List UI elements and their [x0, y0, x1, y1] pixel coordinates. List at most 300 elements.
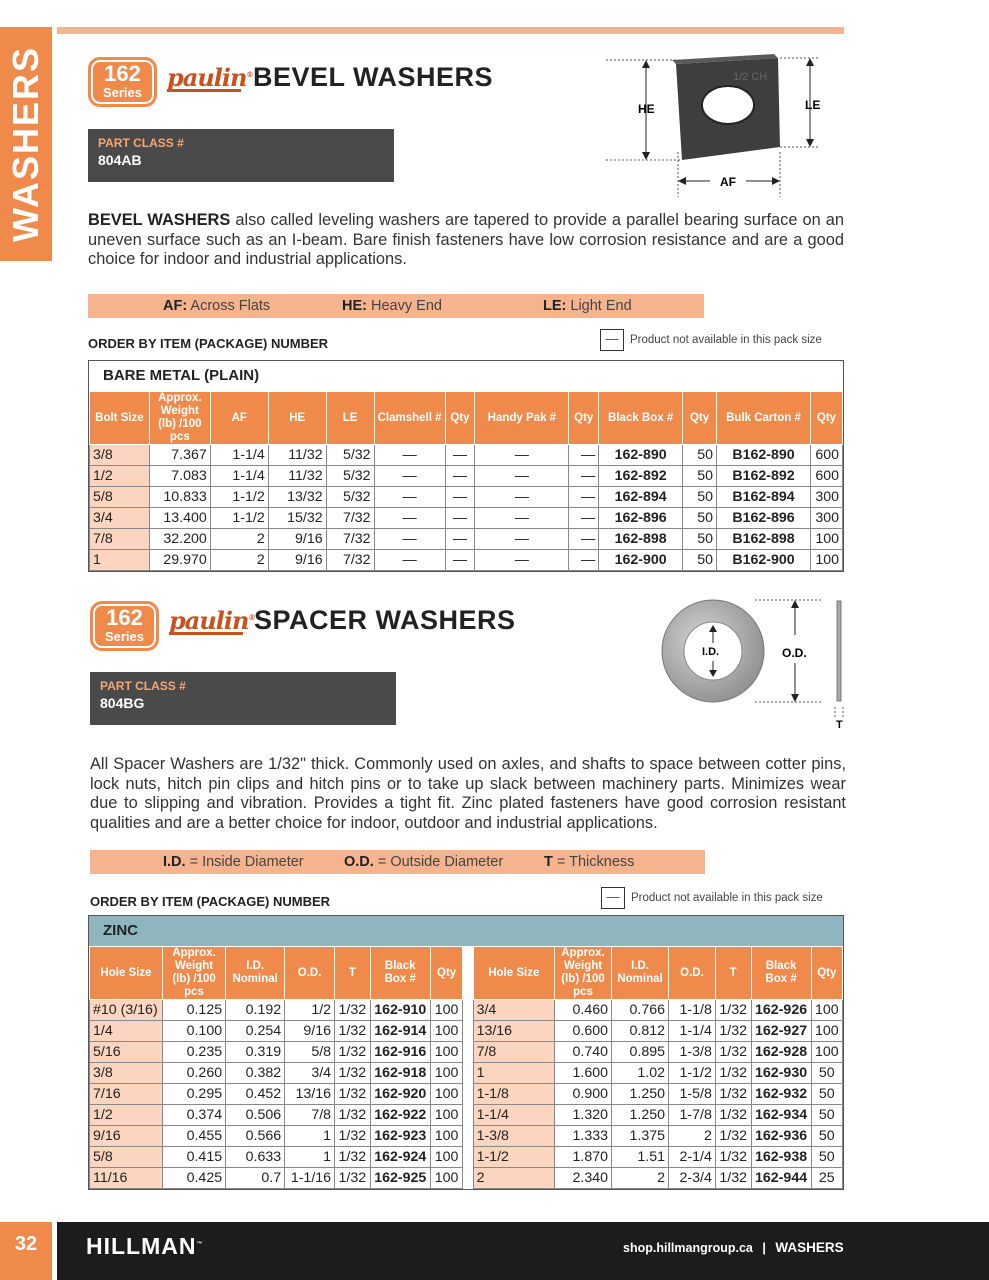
table-cell: 0.425 [162, 1168, 225, 1189]
table-cell: 100 [430, 1105, 463, 1126]
table-cell: 1/32 [715, 1021, 751, 1042]
table-cell: 0.254 [226, 1021, 285, 1042]
legend-af: AF: Across Flats [163, 298, 271, 314]
table-cell: 162-918 [370, 1063, 430, 1084]
paulin-logo: paulin® [169, 606, 255, 635]
table-cell: #10 (3/16) [90, 1000, 163, 1021]
spacer-na-note [601, 887, 823, 909]
bevel-legend [88, 294, 704, 318]
column-header: Qty [811, 947, 842, 1000]
column-header: I.D. Nominal [226, 947, 285, 1000]
table-cell: — [475, 508, 569, 529]
table-cell: 162-938 [751, 1147, 811, 1168]
table-cell: — [569, 550, 599, 571]
washer-stamp: 1/2 CH [733, 71, 768, 83]
table-cell: 7/8 [285, 1105, 335, 1126]
series-label: Series [102, 85, 143, 100]
table-cell: 162-924 [370, 1147, 430, 1168]
table-cell: 0.455 [162, 1126, 225, 1147]
table-cell: 32.200 [149, 529, 210, 550]
table-cell: 162-894 [599, 487, 683, 508]
paulin-logo: paulin® [167, 63, 253, 92]
table-cell: 50 [683, 445, 717, 466]
series-number: 162 [104, 61, 141, 86]
legend-id: I.D. = Inside Diameter [163, 854, 304, 870]
table-cell: 0.374 [162, 1105, 225, 1126]
column-header: Bolt Size [90, 392, 150, 445]
table-cell: 1 [473, 1063, 554, 1084]
table-cell: 162-892 [599, 466, 683, 487]
column-header: Black Box # [599, 392, 683, 445]
table-row [90, 529, 843, 550]
table-cell: — [569, 529, 599, 550]
table-cell: 1.250 [612, 1084, 669, 1105]
column-gap [463, 1042, 473, 1063]
table-cell: 0.740 [555, 1042, 612, 1063]
side-tab-label: WASHERS [5, 45, 46, 243]
table-cell: 50 [683, 487, 717, 508]
table-cell: 1-1/2 [669, 1063, 716, 1084]
table-cell: 0.260 [162, 1063, 225, 1084]
le-label: LE [805, 98, 821, 112]
table-cell: — [445, 487, 475, 508]
spacer-title: SPACER WASHERS [254, 605, 516, 635]
table-cell: 162-896 [599, 508, 683, 529]
table-cell: 1 [90, 550, 150, 571]
table-cell: 13.400 [149, 508, 210, 529]
table-cell: — [374, 550, 445, 571]
table-cell: 162-928 [751, 1042, 811, 1063]
table-cell: — [374, 529, 445, 550]
table-cell: 162-930 [751, 1063, 811, 1084]
na-symbol: — [601, 887, 625, 909]
table-row [90, 1000, 843, 1021]
table-cell: 5/8 [90, 487, 150, 508]
column-header: Qty [569, 392, 599, 445]
table-cell: — [569, 508, 599, 529]
table-cell: B162-896 [717, 508, 811, 529]
table-row [90, 508, 843, 529]
table-cell: 13/16 [473, 1021, 554, 1042]
column-gap [463, 1000, 473, 1021]
table-cell: 1/32 [715, 1147, 751, 1168]
table-cell: 1.51 [612, 1147, 669, 1168]
column-gap [463, 1168, 473, 1189]
table-cell: 1/32 [335, 1042, 371, 1063]
table-cell: 9/16 [268, 529, 326, 550]
spacer-part-class [90, 672, 396, 725]
column-header: Handy Pak # [475, 392, 569, 445]
table-cell: 0.766 [612, 1000, 669, 1021]
table-cell: 1.02 [612, 1063, 669, 1084]
table-cell: 9/16 [285, 1021, 335, 1042]
table-cell: — [475, 487, 569, 508]
table-cell: 1.870 [555, 1147, 612, 1168]
spacer-order-title: ORDER BY ITEM (PACKAGE) NUMBER [90, 894, 331, 909]
table-cell: 2 [669, 1126, 716, 1147]
table-cell: 0.7 [226, 1168, 285, 1189]
table-cell: 1/4 [90, 1021, 163, 1042]
bevel-series-badge [88, 57, 157, 107]
table-cell: 7/32 [326, 508, 374, 529]
table-cell: 0.415 [162, 1147, 225, 1168]
table-cell: 1-1/4 [669, 1021, 716, 1042]
table-cell: 7/16 [90, 1084, 163, 1105]
t-label: T [836, 719, 843, 731]
column-header: Qty [445, 392, 475, 445]
table-cell: 11/16 [90, 1168, 163, 1189]
table-cell: 0.295 [162, 1084, 225, 1105]
column-header: Clamshell # [374, 392, 445, 445]
column-gap [463, 1105, 473, 1126]
table-row [90, 1168, 843, 1189]
bevel-title: BEVEL WASHERS [253, 62, 494, 92]
table-cell: 5/32 [326, 445, 374, 466]
na-symbol: — [600, 329, 624, 351]
table-cell: 2.340 [555, 1168, 612, 1189]
table-cell: 1-1/8 [669, 1000, 716, 1021]
column-header: Approx. Weight (lb) /100 pcs [149, 392, 210, 445]
bevel-washer-diagram [598, 52, 828, 200]
table-cell: 0.319 [226, 1042, 285, 1063]
column-header: Black Box # [751, 947, 811, 1000]
table-cell: — [374, 466, 445, 487]
column-header: Black Box # [370, 947, 430, 1000]
table-cell: 25 [811, 1168, 842, 1189]
section-side-tab [0, 27, 52, 261]
column-gap [463, 947, 473, 1000]
table-cell: 1.375 [612, 1126, 669, 1147]
table-cell: 50 [811, 1084, 842, 1105]
table-cell: 162-900 [599, 550, 683, 571]
table-cell: 100 [430, 1042, 463, 1063]
table-cell: 2 [612, 1168, 669, 1189]
table-row [90, 1147, 843, 1168]
table-cell: 162-934 [751, 1105, 811, 1126]
table-title: ZINC [89, 916, 843, 946]
table-cell: 1/32 [715, 1063, 751, 1084]
table-cell: B162-898 [717, 529, 811, 550]
column-gap [463, 1063, 473, 1084]
bevel-order-title: ORDER BY ITEM (PACKAGE) NUMBER [88, 336, 329, 351]
table-cell: 1-1/2 [473, 1147, 554, 1168]
table-cell: 0.812 [612, 1021, 669, 1042]
table-cell: 0.460 [555, 1000, 612, 1021]
legend-od: O.D. = Outside Diameter [344, 854, 504, 870]
table-cell: 50 [811, 1063, 842, 1084]
column-header: Qty [430, 947, 463, 1000]
table-cell: 1/32 [335, 1000, 371, 1021]
table-cell: 1-1/4 [210, 466, 268, 487]
table-cell: 0.100 [162, 1021, 225, 1042]
footer-url[interactable]: shop.hillmangroup.ca [623, 1241, 753, 1255]
table-cell: 1/32 [715, 1000, 751, 1021]
table-cell: 0.235 [162, 1042, 225, 1063]
table-cell: B162-900 [717, 550, 811, 571]
table-cell: 50 [811, 1105, 842, 1126]
table-cell: 600 [810, 445, 842, 466]
table-cell: 100 [430, 1063, 463, 1084]
table-cell: 7/32 [326, 550, 374, 571]
table-cell: 1/32 [715, 1168, 751, 1189]
table-cell: 10.833 [149, 487, 210, 508]
na-text: Product not available in this pack size [630, 334, 822, 347]
table-cell: 0.600 [555, 1021, 612, 1042]
table-row [90, 1063, 843, 1084]
table-cell: 1-1/4 [210, 445, 268, 466]
table-cell: 100 [430, 1021, 463, 1042]
table-cell: 162-922 [370, 1105, 430, 1126]
part-class-label: PART CLASS # [98, 136, 184, 150]
column-header: Bulk Carton # [717, 392, 811, 445]
table-cell: 3/4 [90, 508, 150, 529]
table-cell: 1-7/8 [669, 1105, 716, 1126]
table-cell: 162-920 [370, 1084, 430, 1105]
table-cell: 162-898 [599, 529, 683, 550]
table-cell: 0.452 [226, 1084, 285, 1105]
table-cell: 0.566 [226, 1126, 285, 1147]
footer-links [623, 1240, 844, 1255]
table-cell: 1/32 [335, 1021, 371, 1042]
table-cell: 1-1/2 [210, 508, 268, 529]
column-header: AF [210, 392, 268, 445]
description-lead: BEVEL WASHERS [88, 211, 231, 229]
table-cell: 100 [811, 1000, 842, 1021]
table-cell: 1-1/2 [210, 487, 268, 508]
table-cell: 162-936 [751, 1126, 811, 1147]
table-cell: 0.633 [226, 1147, 285, 1168]
table-cell: — [475, 529, 569, 550]
table-cell: 50 [683, 529, 717, 550]
table-cell: 1/2 [90, 1105, 163, 1126]
table-cell: 11/32 [268, 445, 326, 466]
column-header: Qty [683, 392, 717, 445]
table-cell: 1/32 [335, 1063, 371, 1084]
table-cell: 1-3/8 [473, 1126, 554, 1147]
table-cell: B162-890 [717, 445, 811, 466]
table-cell: 162-925 [370, 1168, 430, 1189]
table-cell: 50 [683, 466, 717, 487]
table-cell: 7.083 [149, 466, 210, 487]
table-cell: 100 [811, 1042, 842, 1063]
spacer-table [88, 915, 844, 1190]
page-number: 32 [0, 1222, 52, 1280]
table-cell: 600 [810, 466, 842, 487]
series-number: 162 [106, 605, 143, 630]
table-cell: — [475, 550, 569, 571]
table-cell: 7/8 [473, 1042, 554, 1063]
table-cell: 100 [810, 550, 842, 571]
table-row [90, 1042, 843, 1063]
column-header: T [335, 947, 371, 1000]
table-row [90, 466, 843, 487]
table-cell: — [445, 445, 475, 466]
hillman-logo: HILLMAN™ [86, 1233, 204, 1259]
table-cell: 100 [430, 1147, 463, 1168]
table-cell: 300 [810, 487, 842, 508]
table-cell: 2-1/4 [669, 1147, 716, 1168]
od-label: O.D. [782, 646, 807, 660]
table-cell: 2 [473, 1168, 554, 1189]
table-cell: 50 [811, 1126, 842, 1147]
table-cell: 300 [810, 508, 842, 529]
table-row [90, 1105, 843, 1126]
column-header: Hole Size [90, 947, 163, 1000]
table-row [90, 1021, 843, 1042]
table-cell: 1/32 [335, 1105, 371, 1126]
table-cell: 3/8 [90, 445, 150, 466]
table-cell: 7.367 [149, 445, 210, 466]
table-cell: 1.600 [555, 1063, 612, 1084]
table-cell: 100 [811, 1021, 842, 1042]
table-cell: 162-927 [751, 1021, 811, 1042]
spacer-grid [89, 946, 843, 1189]
table-cell: — [569, 466, 599, 487]
table-row [90, 1084, 843, 1105]
column-gap [463, 1084, 473, 1105]
he-label: HE [638, 102, 655, 116]
column-header: I.D. Nominal [612, 947, 669, 1000]
table-cell: 2-3/4 [669, 1168, 716, 1189]
bevel-description [88, 211, 844, 270]
table-cell: 1-1/16 [285, 1168, 335, 1189]
table-cell: — [374, 487, 445, 508]
column-gap [463, 1126, 473, 1147]
table-cell: 5/32 [326, 466, 374, 487]
footer-separator: | [762, 1241, 766, 1255]
footer-section: WASHERS [775, 1240, 844, 1255]
column-header: O.D. [285, 947, 335, 1000]
bevel-na-note [600, 329, 822, 351]
table-cell: 100 [430, 1084, 463, 1105]
column-header: Hole Size [473, 947, 554, 1000]
table-cell: 1/32 [715, 1042, 751, 1063]
table-cell: 0.125 [162, 1000, 225, 1021]
table-cell: 0.506 [226, 1105, 285, 1126]
legend-t: T = Thickness [544, 854, 635, 870]
table-cell: — [475, 445, 569, 466]
table-cell: — [445, 508, 475, 529]
table-cell: 50 [811, 1147, 842, 1168]
table-cell: 1-1/8 [473, 1084, 554, 1105]
table-cell: 162-914 [370, 1021, 430, 1042]
table-row [90, 445, 843, 466]
table-cell: 50 [683, 550, 717, 571]
part-class-value: 804BG [100, 695, 145, 711]
table-cell: 1-1/4 [473, 1105, 554, 1126]
af-label: AF [720, 175, 736, 189]
table-row [90, 550, 843, 571]
bevel-part-class [88, 129, 394, 182]
table-cell: 7/8 [90, 529, 150, 550]
table-cell: 5/16 [90, 1042, 163, 1063]
table-cell: 1/32 [335, 1147, 371, 1168]
table-cell: 3/4 [473, 1000, 554, 1021]
table-cell: 162-926 [751, 1000, 811, 1021]
table-cell: 13/32 [268, 487, 326, 508]
table-cell: 5/8 [90, 1147, 163, 1168]
bevel-grid [89, 391, 843, 571]
table-cell: 9/16 [90, 1126, 163, 1147]
part-class-label: PART CLASS # [100, 679, 186, 693]
table-cell: — [445, 550, 475, 571]
spacer-description: All Spacer Washers are 1/32" thick. Commonly used on axles, and shafts to space between cotter pins, lock nuts, hitch pin clips and hitch pins or to take up slack between machinery parts. Minimizes wear due to slipping and vibration. Provides a tight fit. Zinc plated fasteners have good corrosion resistant qualities and are a better choice for indoor, outdoor and industrial applications. [90, 755, 846, 832]
column-header: Qty [810, 392, 842, 445]
table-cell: 0.900 [555, 1084, 612, 1105]
table-cell: 2 [210, 550, 268, 571]
part-class-value: 804AB [98, 152, 142, 168]
table-cell: — [569, 487, 599, 508]
table-cell: 162-944 [751, 1168, 811, 1189]
table-row [90, 1126, 843, 1147]
table-title: BARE METAL (PLAIN) [103, 367, 260, 384]
table-cell: — [569, 445, 599, 466]
table-cell: 13/16 [285, 1084, 335, 1105]
table-cell: — [445, 466, 475, 487]
table-cell: 1/32 [715, 1084, 751, 1105]
table-cell: 1/32 [715, 1105, 751, 1126]
column-header: LE [326, 392, 374, 445]
table-cell: 1-3/8 [669, 1042, 716, 1063]
table-cell: 1 [285, 1126, 335, 1147]
table-cell: 162-890 [599, 445, 683, 466]
column-gap [463, 1021, 473, 1042]
table-cell: 1.250 [612, 1105, 669, 1126]
table-cell: 5/32 [326, 487, 374, 508]
table-cell: 162-923 [370, 1126, 430, 1147]
spacer-washer-diagram [655, 595, 855, 733]
spacer-legend [90, 850, 705, 874]
description-body: also called leveling washers are tapered to provide a parallel bearing surface on an uneven surface such as an I-beam. Bare finish fasteners have low corrosion resistance and are a good choice for indoor and industrial applications. [88, 211, 845, 268]
table-cell: 11/32 [268, 466, 326, 487]
id-label: I.D. [702, 646, 720, 658]
column-gap [463, 1147, 473, 1168]
table-cell: 2 [210, 529, 268, 550]
table-cell: 100 [430, 1000, 463, 1021]
table-cell: — [374, 445, 445, 466]
table-cell: — [475, 466, 569, 487]
legend-le: LE: Light End [543, 298, 632, 314]
table-cell: 15/32 [268, 508, 326, 529]
table-cell: 1.320 [555, 1105, 612, 1126]
table-cell: B162-894 [717, 487, 811, 508]
table-cell: 9/16 [268, 550, 326, 571]
column-header: T [715, 947, 751, 1000]
table-cell: B162-892 [717, 466, 811, 487]
table-cell: 29.970 [149, 550, 210, 571]
table-cell: 1/32 [715, 1126, 751, 1147]
table-cell: 0.382 [226, 1063, 285, 1084]
table-cell: 0.192 [226, 1000, 285, 1021]
table-cell: 162-932 [751, 1084, 811, 1105]
column-header: HE [268, 392, 326, 445]
table-cell: 5/8 [285, 1042, 335, 1063]
table-cell: 1-5/8 [669, 1084, 716, 1105]
series-label: Series [104, 629, 145, 644]
table-cell: — [445, 529, 475, 550]
legend-he: HE: Heavy End [342, 298, 442, 314]
table-cell: 1 [285, 1147, 335, 1168]
table-cell: 1/2 [90, 466, 150, 487]
column-header: Approx. Weight (lb) /100 pcs [162, 947, 225, 1000]
column-header: Approx. Weight (lb) /100 pcs [555, 947, 612, 1000]
table-cell: 162-916 [370, 1042, 430, 1063]
table-cell: 3/8 [90, 1063, 163, 1084]
table-cell: 162-910 [370, 1000, 430, 1021]
table-cell: 1/32 [335, 1126, 371, 1147]
spacer-series-badge [90, 601, 159, 651]
table-cell: 50 [683, 508, 717, 529]
